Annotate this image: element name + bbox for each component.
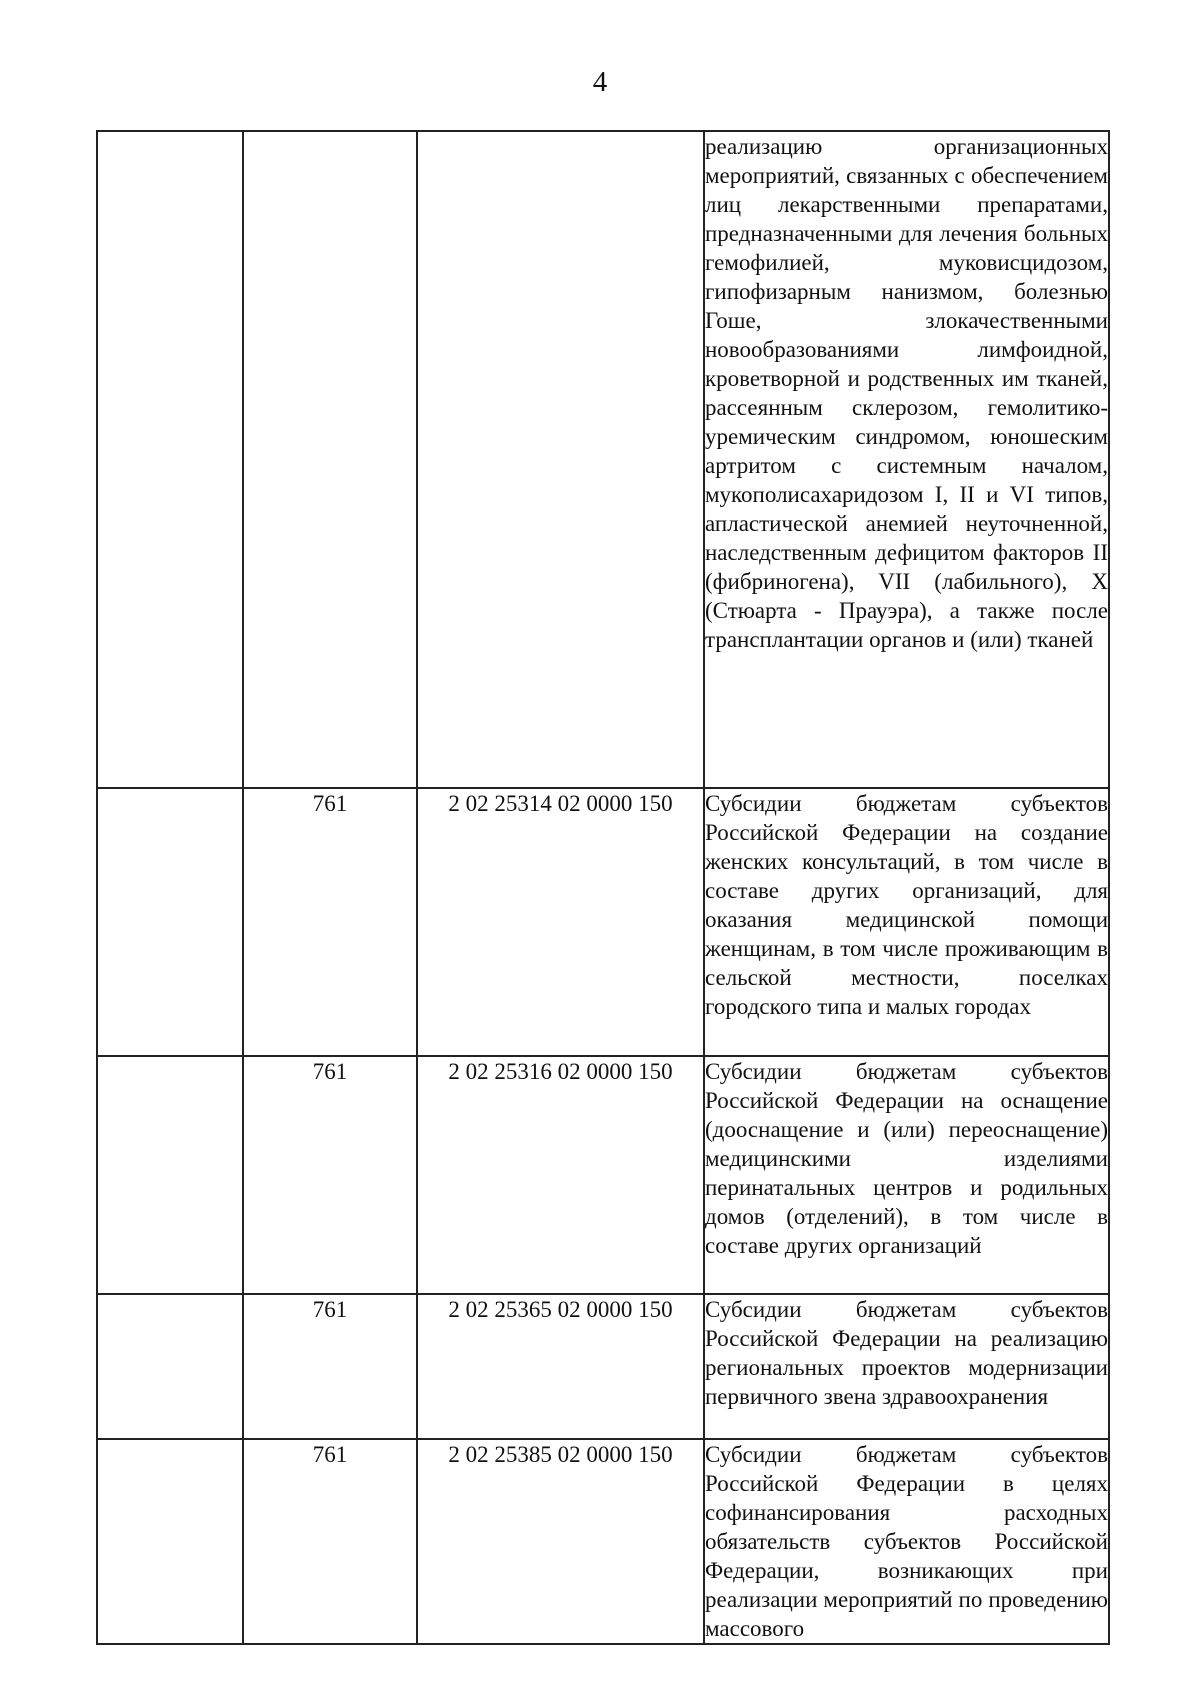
row-number-cell	[97, 1056, 243, 1294]
table-row	[97, 1439, 1109, 1644]
budget-code-cell: 2 02 25314 02 0000 150	[417, 788, 704, 1056]
row-number-cell	[97, 131, 243, 788]
table-row	[97, 131, 1109, 788]
description-cell: Субсидии бюджетам субъектов Российской Федерации на реализацию региональных проектов модернизации первичного звена здравоохранения	[704, 1294, 1109, 1439]
admin-code-cell	[243, 131, 417, 788]
row-number-cell	[97, 1294, 243, 1439]
admin-code-cell: 761	[243, 788, 417, 1056]
table-row	[97, 788, 1109, 1056]
description-cell: Субсидии бюджетам субъектов Российской Федерации на оснащение (дооснащение и (или) переоснащение) медицинскими изделиями перинатальных центров и родильных домов (отделений), в том числе в составе других организаций	[704, 1056, 1109, 1294]
row-number-cell	[97, 788, 243, 1056]
page-number: 4	[592, 66, 608, 98]
admin-code-cell: 761	[243, 1294, 417, 1439]
budget-code-cell	[417, 131, 704, 788]
budget-code-cell: 2 02 25385 02 0000 150	[417, 1439, 704, 1644]
budget-code-cell: 2 02 25365 02 0000 150	[417, 1294, 704, 1439]
table-row	[97, 1294, 1109, 1439]
admin-code-cell: 761	[243, 1439, 417, 1644]
description-cell: Субсидии бюджетам субъектов Российской Федерации на создание женских консультаций, в том числе в составе других организаций, для оказания медицинской помощи женщинам, в том числе проживающим в сельской местности, поселках городского типа и малых городах	[704, 788, 1109, 1056]
budget-code-cell: 2 02 25316 02 0000 150	[417, 1056, 704, 1294]
description-cell: Субсидии бюджетам субъектов Российской Федерации в целях софинансирования расходных обязательств субъектов Российской Федерации, возникающих при реализации мероприятий по проведению массового	[704, 1439, 1109, 1644]
budget-revenue-table	[96, 130, 1110, 1645]
description-cell: реализацию организационных мероприятий, связанных с обеспечением лиц лекарственными препаратами, предназначенными для лечения больных гемофилией, муковисцидозом, гипофизарным нанизмом, болезнью Гоше, злокачественными новообразованиями лимфоидной, кроветворной и родственных им тканей, рассеянным склерозом, гемолитико-уремическим синдромом, юношеским артритом с системным началом, мукополисахаридозом I, II и VI типов, апластической анемией неуточненной, наследственным дефицитом факторов II (фибриногена), VII (лабильного), X (Стюарта - Прауэра), а также после трансплантации органов и (или) тканей	[704, 131, 1109, 788]
admin-code-cell: 761	[243, 1056, 417, 1294]
row-number-cell	[97, 1439, 243, 1644]
table-row	[97, 1056, 1109, 1294]
